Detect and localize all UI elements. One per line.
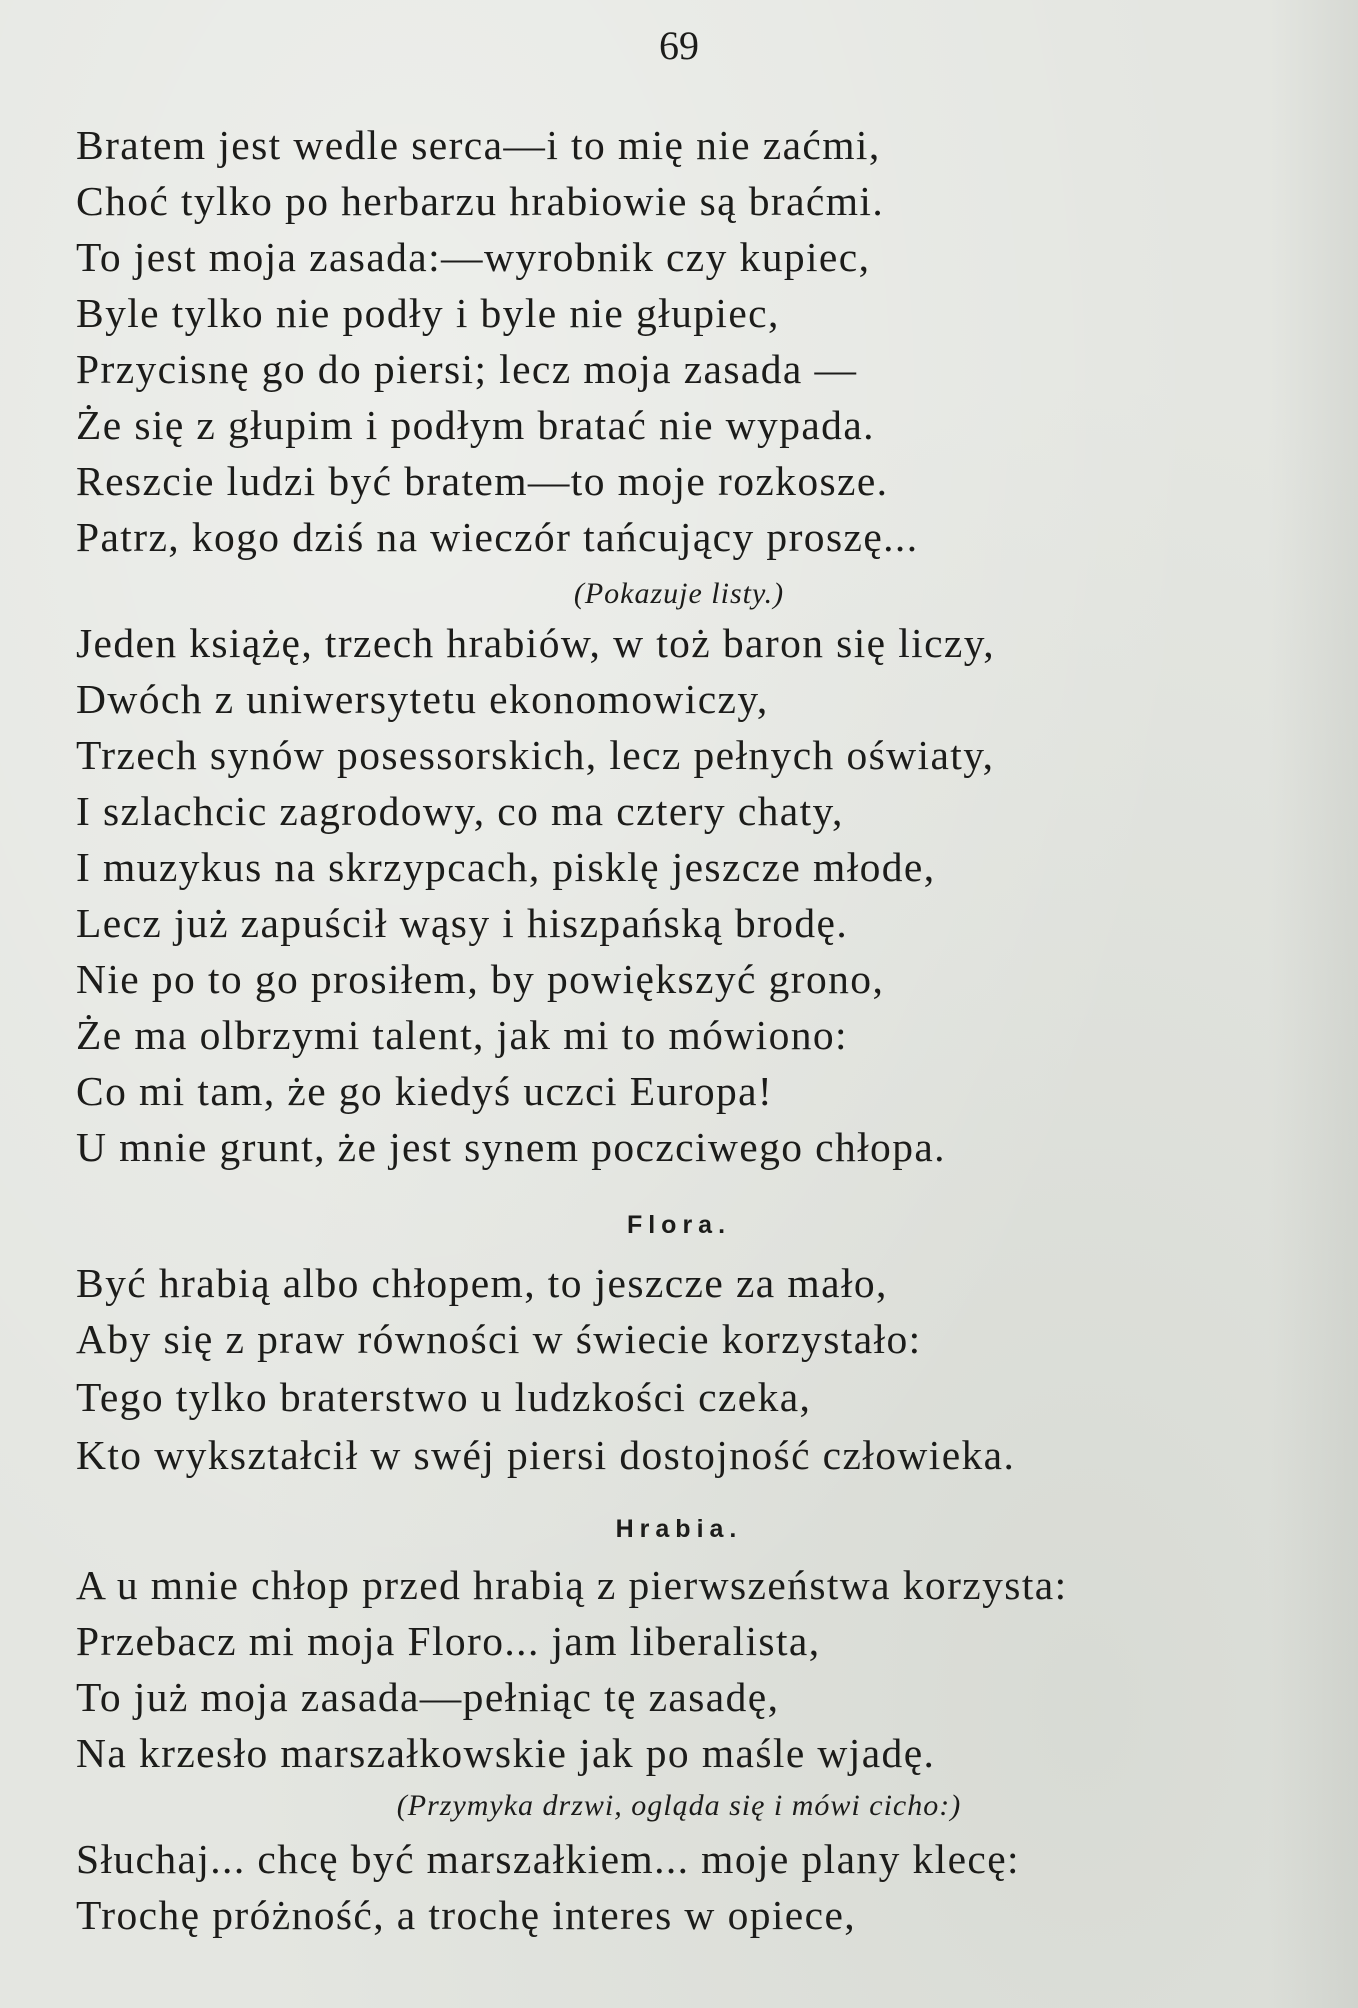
verse-line: Aby się z praw równości w świecie korzystało:: [76, 1316, 922, 1362]
speaker-name: Flora.: [626, 1211, 732, 1239]
verse-line: U mnie grunt, że jest synem poczciwego chłopa.: [76, 1124, 946, 1170]
verse-line: Że się z głupim i podłym bratać nie wypada.: [76, 402, 875, 448]
verse-line: I szlachcic zagrodowy, co ma cztery chaty,: [76, 788, 844, 834]
verse-line: Trzech synów posessorskich, lecz pełnych oświaty,: [76, 732, 995, 778]
verse-line: To już moja zasada—pełniąc tę zasadę,: [76, 1674, 780, 1720]
verse-line: Trochę próżność, a trochę interes w opiece,: [76, 1892, 857, 1938]
verse-line: Choć tylko po herbarzu hrabiowie są braćmi.: [76, 178, 885, 224]
verse-line: Dwóch z uniwersytetu ekonomowiczy,: [76, 676, 769, 722]
page-number: 69: [659, 23, 699, 68]
verse-line: Być hrabią albo chłopem, to jeszcze za mało,: [76, 1260, 888, 1306]
verse-line: Reszcie ludzi być bratem—to moje rozkosze.: [76, 458, 889, 504]
verse-line: To jest moja zasada:—wyrobnik czy kupiec,: [76, 234, 871, 280]
verse-line: A u mnie chłop przed hrabią z pierwszeństwa korzysta:: [76, 1562, 1068, 1608]
verse-line: Słuchaj... chcę być marszałkiem... moje plany klecę:: [76, 1836, 1020, 1882]
verse-line: Jeden książę, trzech hrabiów, w toż baron się liczy,: [76, 620, 995, 666]
verse-line: Tego tylko braterstwo u ludzkości czeka,: [76, 1374, 812, 1420]
verse-line: Lecz już zapuścił wąsy i hiszpańską brodę.: [76, 900, 849, 946]
verse-line: Bratem jest wedle serca—i to mię nie zaćmi,: [76, 122, 881, 168]
speaker-name: Hrabia.: [615, 1515, 743, 1543]
verse-line: Przycisnę go do piersi; lecz moja zasada —: [76, 346, 858, 392]
verse-line: I muzykus na skrzypcach, pisklę jeszcze młode,: [76, 844, 936, 890]
stage-direction: (Pokazuje listy.): [573, 577, 785, 610]
verse-line: Byle tylko nie podły i byle nie głupiec,: [76, 290, 780, 336]
verse-line: Na krzesło marszałkowskie jak po maśle wjadę.: [76, 1730, 936, 1776]
verse-line: Patrz, kogo dziś na wieczór tańcujący proszę...: [76, 514, 919, 560]
verse-line: Co mi tam, że go kiedyś uczci Europa!: [76, 1068, 774, 1114]
stage-direction: (Przymyka drzwi, ogląda się i mówi cicho:): [396, 1789, 962, 1822]
verse-line: Nie po to go prosiłem, by powiększyć grono,: [76, 956, 885, 1002]
verse-line: Kto wykształcił w swéj piersi dostojność człowieka.: [76, 1432, 1016, 1478]
verse-line: Przebacz mi moja Floro... jam liberalista,: [76, 1618, 821, 1664]
verse-line: Że ma olbrzymi talent, jak mi to mówiono:: [76, 1012, 848, 1058]
